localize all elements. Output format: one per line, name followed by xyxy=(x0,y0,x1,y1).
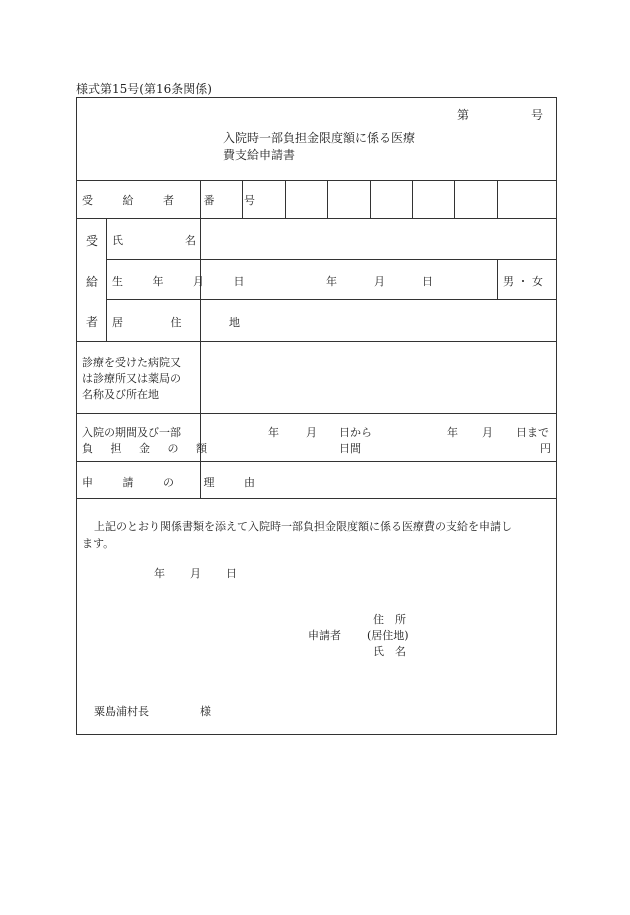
to-year-label: 年 xyxy=(447,426,458,439)
rule xyxy=(76,180,557,181)
statement-line2: ます。 xyxy=(82,537,115,550)
hospital-label-line1: 診療を受けた病院又 xyxy=(82,356,181,369)
period-label-line1: 入院の期間及び一部 xyxy=(82,426,181,439)
number-dai-label: 第 xyxy=(457,108,470,122)
sex-selector[interactable]: 男 ・ 女 xyxy=(503,275,543,288)
yen-label: 円 xyxy=(540,442,551,455)
birth-month-label: 月 xyxy=(374,275,385,288)
date-year-label: 年 xyxy=(154,567,165,580)
birthdate-label: 生 年 月 日 xyxy=(112,275,258,288)
recipient-group-char: 者 xyxy=(86,315,99,329)
hospital-field[interactable] xyxy=(202,343,555,411)
rule xyxy=(106,299,557,300)
period-label-line2: 負 担 金 の 額 xyxy=(82,442,214,455)
rule xyxy=(76,341,557,342)
recipient-number-label: 受 給 者 番 号 xyxy=(82,194,268,207)
rule xyxy=(76,413,557,414)
name-label: 氏 xyxy=(112,234,123,247)
recipient-number-digit[interactable] xyxy=(456,182,495,216)
form-title-line1: 入院時一部負担金限度額に係る医療 xyxy=(223,131,416,145)
from-year-label: 年 xyxy=(268,426,279,439)
applicant-residence-label: (居住地) xyxy=(367,629,409,642)
to-day-label: 日まで xyxy=(516,426,549,439)
date-day-label: 日 xyxy=(226,567,237,580)
birth-day-label: 日 xyxy=(422,275,433,288)
recipient-number-digit[interactable] xyxy=(414,182,452,216)
form-title-line2: 費支給申請書 xyxy=(223,148,296,162)
recipient-number-digit[interactable] xyxy=(372,182,410,216)
number-go-label: 号 xyxy=(531,108,544,122)
hospital-label-line3: 名称及び所在地 xyxy=(82,388,159,401)
name-field[interactable] xyxy=(202,220,555,257)
addressee-suffix: 様 xyxy=(200,705,211,718)
addressee-name: 粟島浦村長 xyxy=(94,705,149,718)
date-month-label: 月 xyxy=(190,567,201,580)
digit-divider xyxy=(497,180,498,218)
residence-field[interactable] xyxy=(202,301,555,339)
digit-divider xyxy=(370,180,371,218)
rule xyxy=(76,498,557,499)
from-month-label: 月 xyxy=(306,426,317,439)
reason-field[interactable] xyxy=(202,463,555,496)
applicant-label: 申請者 xyxy=(308,629,341,642)
rule xyxy=(76,461,557,462)
from-day-label: 日から xyxy=(339,426,372,439)
residence-label: 居 住 地 xyxy=(112,316,262,329)
reason-label: 申 請 の 理 由 xyxy=(82,476,268,489)
applicant-address-label: 住 所 xyxy=(373,613,406,626)
recipient-group-char: 受 xyxy=(86,234,99,248)
to-month-label: 月 xyxy=(482,426,493,439)
rule xyxy=(106,218,107,341)
recipient-number-digit[interactable] xyxy=(329,182,368,216)
recipient-number-digit[interactable] xyxy=(287,182,325,216)
rule xyxy=(106,259,557,260)
birth-year-label: 年 xyxy=(326,275,337,288)
rule xyxy=(497,259,498,299)
days-label: 日間 xyxy=(339,442,361,455)
statement-line1: 上記のとおり関係書類を添えて入院時一部負担金限度額に係る医療費の支給を申請し xyxy=(94,520,512,533)
digit-divider xyxy=(454,180,455,218)
recipient-group-char: 給 xyxy=(86,275,99,289)
digit-divider xyxy=(412,180,413,218)
recipient-number-digit[interactable] xyxy=(202,182,240,216)
applicant-name-label: 氏 名 xyxy=(373,645,406,658)
digit-divider xyxy=(285,180,286,218)
recipient-number-digit[interactable] xyxy=(244,182,283,216)
rule xyxy=(76,218,557,219)
hospital-label-line2: は診療所又は薬局の xyxy=(82,372,181,385)
name-label-end: 名 xyxy=(185,234,196,247)
form-number-label: 様式第15号(第16条関係) xyxy=(76,82,212,96)
digit-divider xyxy=(327,180,328,218)
